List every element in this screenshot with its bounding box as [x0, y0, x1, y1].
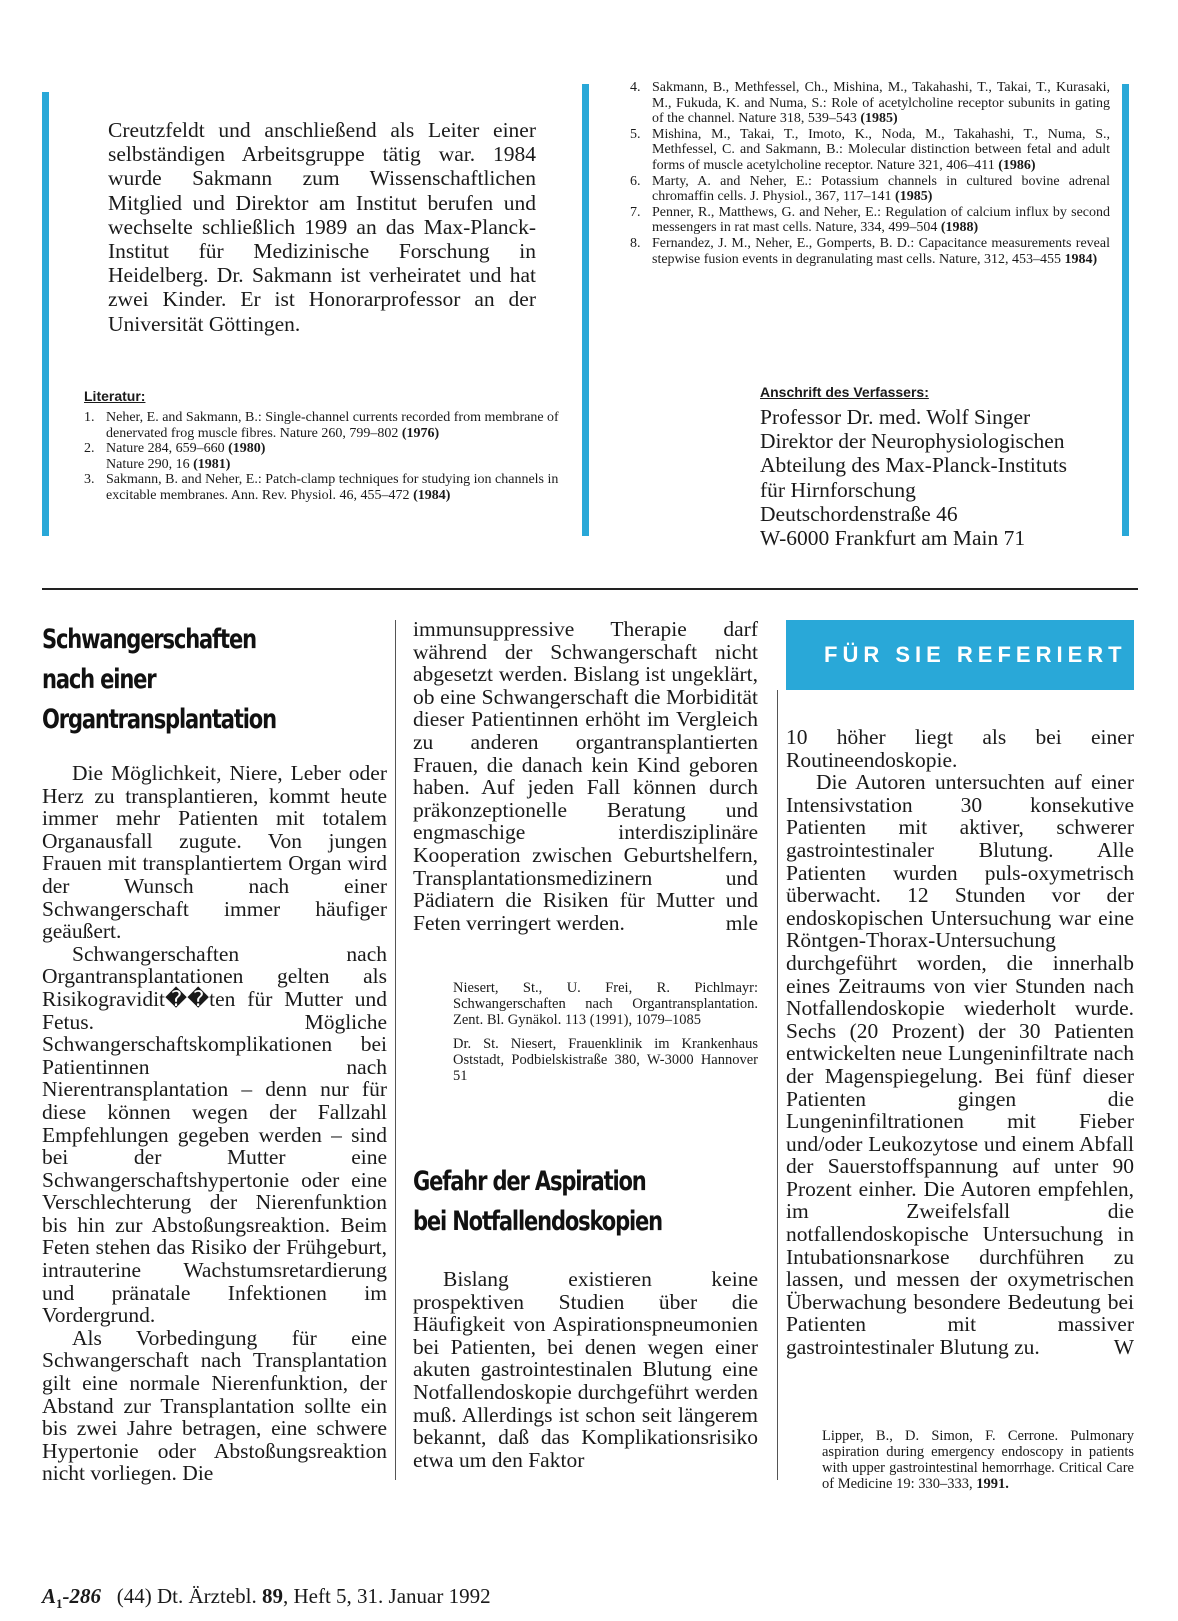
biography-text: Creutzfeldt und anschließend als Leiter einer selbständigen Arbeitsgruppe tätig war. 1984 wurde Sakmann zum Wissenschaftlichen Mitglied und Direktor am Institut berufen und wechselte schließlich 1989 an das Max-Planck-Institut für Medizinische Forschung in Heidelberg. Dr. Sakmann ist verheiratet und hat zwei Kinder. Er ist Honorarprofessor an der Universität Göttingen. [108, 118, 536, 336]
article1-body-col2: immunsuppressive Therapie darf während der Schwangerschaft nicht abgesetzt werden. Bislang ist ungeklärt, ob eine Schwangerschaft die Morbidität dieser Patientinnen erhöht im Vergleich zu anderen organtransplantierten Frauen, die danach kein Kind geboren haben. Auf jeden Fall können durch präkonzeptionelle Beratung und engmaschige interdisziplinäre Kooperation zwischen Geburtshelfern, Transplantationsmedizinern und Pädiatern die Risiken für Mutter und Feten verringert werden. mle [413, 617, 758, 935]
author-address [760, 405, 1067, 550]
article1-author: Dr. St. Niesert, Frauenklinik im Krankenhaus Oststadt, Podbielskistraße 380, W-3000 Hannover 51 [453, 1036, 758, 1084]
article2-body-col2: Bislang existieren keine prospektiven Studien über die Häufigkeit von Aspirationspneumonien bei Patienten, bei denen wegen einer akuten gastrointestinalen Blutung eine Notfallendoskopie durchgeführt werden muß. Allerdings ist schon seit längerem bekannt, daß das Komplikationsrisiko etwa um den Faktor [413, 1267, 758, 1472]
article2-body-col3: 10 höher liegt als bei einer Routineendoskopie. Die Autoren untersuchten auf einer Intensivstation 30 konsekutive Patienten mit aktiver, schwerer gastrointestinaler Blutung. Alle Patienten wurden puls-oxymetrisch überwacht. 12 Stunden vor der endoskopischen Untersuchung war eine Röntgen-Thorax-Untersuchung durchgeführt worden, die innerhalb eines Zeitraums von vier Stunden nach Notfallendoskopie wiederholt wurde. Sechs (20 Prozent) der 30 Patienten entwickelten neue Lungeninfiltrate nach der Magenspiegelung. Bei fünf dieser Patienten gingen die Lungeninfiltrationen mit Fieber und/oder Leukozytose und einem Abfall der Sauerstoffspannung auf unter 90 Prozent einher. Die Autoren empfehlen, im Zweifelsfall die notfallendoskopische Untersuchung in Intubationsnarkose durchführen zu lassen, und messen der oxymetrischen Überwachung besondere Bedeutung bei Patienten mit massiver gastrointestinaler Blutung zu. W [786, 725, 1134, 1360]
reference-item: 6. Marty, A. and Neher, E.: Potassium channels in cultured bovine adrenal chromaffin cells. J. Physiol., 367, 117–141 (1985) [630, 173, 1110, 205]
address-line: Deutschordenstraße 46 [760, 501, 958, 526]
article2-source: Lipper, B., D. Simon, F. Cerrone. Pulmonary aspiration during emergency endoscopy in patients with upper gastrointestinal hemorrhage. Critical Care of Medicine 19: 330–333, 1991. [822, 1428, 1134, 1492]
article2-signature: W [1113, 1335, 1134, 1360]
reference-item: 8. Fernandez, J. M., Neher, E., Gomperts, B. D.: Capacitance measurements reveal stepwise fusion events in degranulating mast cells. Nature, 312, 453–455 1984) [630, 235, 1110, 267]
biography-paragraph [108, 118, 536, 336]
address-heading: Anschrift des Verfassers: [760, 384, 929, 400]
reference-item: 2. Nature 284, 659–660 (1980) Nature 290, 16 (1981) [84, 441, 266, 472]
reference-item: 1. Neher, E. and Sakmann, B.: Single-channel currents recorded from membrane of denervated frog muscle fibres. Nature 260, 799–802 (1976) [84, 410, 559, 441]
accent-bar-left [42, 92, 49, 536]
section-banner [786, 620, 1134, 690]
article1-signature: mle [725, 910, 758, 935]
column-divider [777, 690, 778, 1480]
accent-bar-right [1122, 84, 1129, 536]
address-line: Direktor der Neurophysiologischen [760, 429, 1065, 454]
article1-body-col1: Die Möglichkeit, Niere, Leber oder Herz zu transplantieren, kommt heute immer mehr Patienten mit totalem Organausfall zugute. Von jungen Frauen mit transplantiertem Organ wird der Wunsch nach einer Schwangerschaft immer häufiger geäußert. Schwangerschaften nach Organtransplantationen gelten als Risikogravidit��ten für Mutter und Fetus. Mögliche Schwangerschaftskomplikationen bei Patientinnen nach Nierentransplantation – denn nur für diese können wegen der Fallzahl Empfehlungen gegeben werden – sind bei der Mutter eine Schwangerschaftshypertonie oder eine Verschlechterung der Nierenfunktion bis hin zur Abstoßungsreaktion. Beim Feten stehen das Risiko der Frühgeburt, intrauterine Wachstumsretardierung und pränatale Infektionen im Vordergrund. Als Vorbedingung für eine Schwangerschaft nach Transplantation gilt eine normale Nierenfunktion, der Abstand zur Transplantation sollte ein bis zwei Jahre betragen, eine schwere Hypertonie oder Abstoßungsreaktion nicht vorliegen. Die [42, 761, 387, 1486]
address-line: Abteilung des Max-Planck-Instituts [760, 453, 1067, 478]
address-line: W-6000 Frankfurt am Main 71 [760, 526, 1026, 551]
literature-list-right [630, 80, 1110, 267]
article1-sources [453, 980, 758, 1092]
reference-item: 4. Sakmann, B., Methfessel, Ch., Mishina, M., Takahashi, T., Takai, T., Kurasaki, M., Fukuda, K. and Numa, S.: Role of acetylcholine receptor subunits in gating of the channel. Nature 318, 539–543 (1985) [630, 80, 1110, 127]
reference-item: 3. Sakmann, B. and Neher, E.: Patch-clamp techniques for studying ion channels in excitable membranes. Ann. Rev. Physiol. 46, 455–472 (1984) [84, 472, 559, 503]
page-label: A [42, 1584, 57, 1608]
article1-headline: Schwangerschaften nach einer Organtransplantation [42, 624, 276, 735]
address-line: Professor Dr. med. Wolf Singer [760, 405, 1031, 429]
section-divider [42, 588, 1138, 590]
address-line: für Hirnforschung [760, 477, 916, 502]
section-banner-label: FÜR SIE REFERIERT [824, 642, 1127, 667]
accent-bar-middle [582, 84, 589, 536]
article2-headline: Gefahr der Aspiration bei Notfallendoskopien [413, 1166, 662, 1237]
literature-list-left [84, 410, 562, 504]
reference-item: 7. Penner, R., Matthews, G. and Neher, E.: Regulation of calcium influx by second messengers in rat mast cells. Nature, 334, 499–504 (1988) [630, 204, 1110, 236]
reference-item: 5. Mishina, M., Takai, T., Imoto, K., Noda, M., Takahashi, T., Numa, S., Methfessel, C. and Sakmann, B.: Molecular distinction between fetal and adult forms of muscle acetylcholine receptor. Nature 321, 406–411 (1986) [630, 126, 1110, 173]
literature-heading: Literatur: [84, 388, 146, 404]
article1-source: Niesert, St., U. Frei, R. Pichlmayr: Schwangerschaften nach Organtransplantation. Zent. Bl. Gynäkol. 113 (1991), 1079–1085 [453, 980, 758, 1028]
column-divider [395, 620, 396, 1480]
page-footer: $A_1-286$ (44) Dt. Ärztebl. 89, Heft 5, 31. Januar 1992 [42, 1584, 491, 1612]
